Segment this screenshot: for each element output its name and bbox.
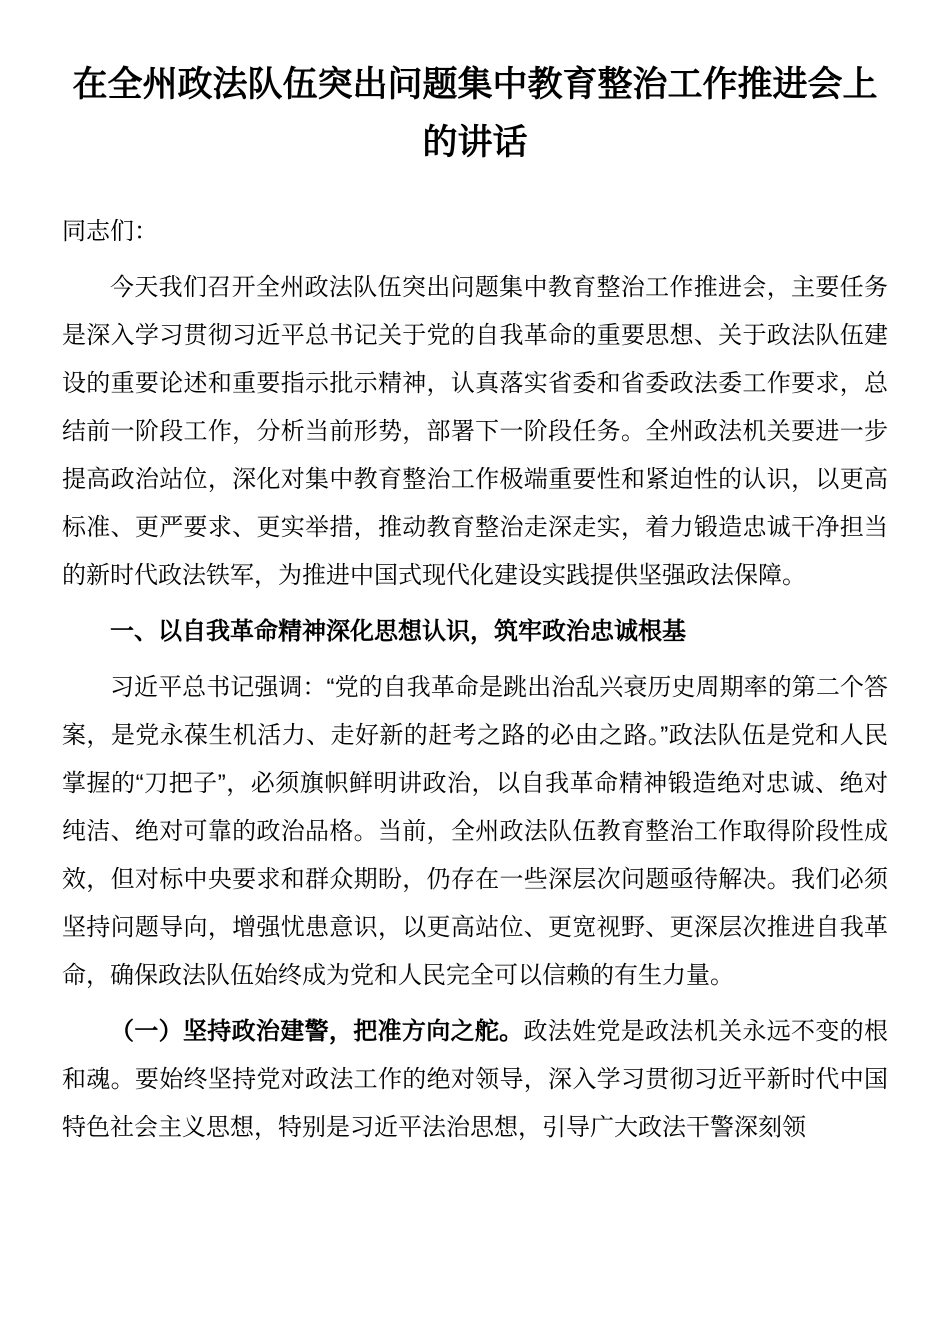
document-title: 在全州政法队伍突出问题集中教育整治工作推进会上的讲话 (72, 65, 878, 162)
paragraph-opening: 今天我们召开全州政法队伍突出问题集中教育整治工作推进会，主要任务是深入学习贯彻习近平总书记关于党的自我革命的重要思想、关于政法队伍建设的重要论述和重要指示批示精神，认真落实省委和省委政法委工作要求，总结前一阶段工作，分析当前形势，部署下一阶段任务。全州政法机关要进一步提高政治站位，深化对集中教育整治工作极端重要性和紧迫性的认识，以更高标准、更严要求、更实举措，推动教育整治走深走实，着力锻造忠诚干净担当的新时代政法铁军，为推进中国式现代化建设实践提供坚强政法保障。 (62, 274, 888, 589)
paragraph-section1-body: 习近平总书记强调：“党的自我革命是跳出治乱兴衰历史周期率的第二个答案，是党永葆生机活力、走好新的赶考之路的必由之路。”政法队伍是党和人民掌握的“刀把子”，必须旗帜鲜明讲政治，以自我革命精神锻造绝对忠诚、绝对纯洁、绝对可靠的政治品格。当前，全州政法队伍教育整治工作取得阶段性成效，但对标中央要求和群众期盼，仍存在一些深层次问题亟待解决。我们必须坚持问题导向，增强忧患意识，以更高站位、更宽视野、更深层次推进自我革命，确保政法队伍始终成为党和人民完全可以信赖的有生力量。 (62, 674, 888, 989)
salutation: 同志们： (62, 218, 158, 245)
section-heading-1: 一、以自我革命精神深化思想认识，筑牢政治忠诚根基 (110, 618, 686, 645)
paragraph-subsection1 (62, 1008, 888, 1152)
document-body (62, 208, 888, 1152)
subsection1-lead: （一）坚持政治建警，把准方向之舵。 (110, 1018, 524, 1045)
subsection1-body: 政法姓党是政法机关永远不变的根和魂。要始终坚持党对政法工作的绝对领导，深入学习贯彻习近平新时代中国特色社会主义思想，特别是习近平法治思想，引导广大政法干警深刻领 (62, 1018, 888, 1141)
